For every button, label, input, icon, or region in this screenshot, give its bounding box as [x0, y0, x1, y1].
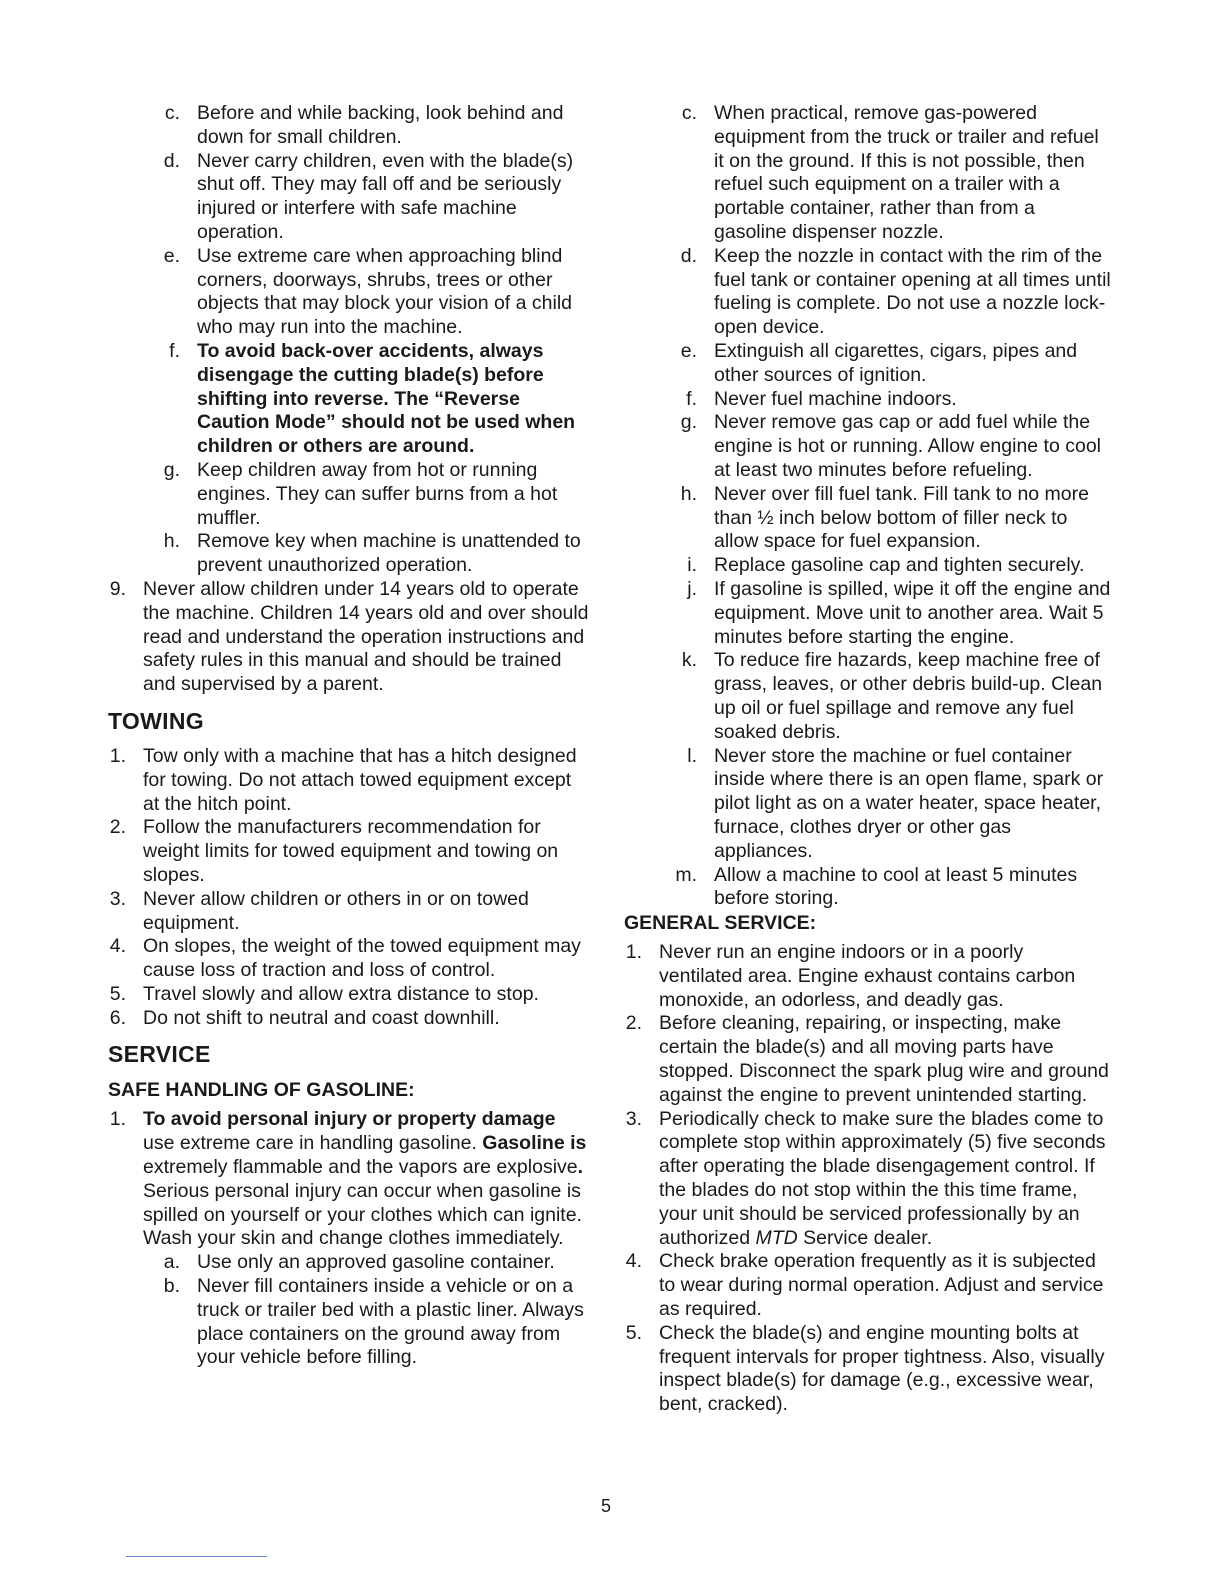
list-text: Check the blade(s) and engine mounting bolts at frequent intervals for proper tightness. Also, visually inspect blade(s) for damage (e.g., excessive wear, bent, cracked). — [659, 1321, 1105, 1416]
list-marker: c. — [164, 102, 180, 124]
list-text: Do not shift to neutral and coast downhill. — [143, 1006, 500, 1029]
list-text: Remove key when machine is unattended to prevent unauthorized operation. — [197, 530, 581, 577]
list-item — [622, 649, 1112, 744]
list-item — [106, 816, 590, 887]
list-item — [622, 745, 1112, 864]
list-marker: 2. — [109, 816, 126, 839]
list-marker: 1. — [109, 744, 126, 767]
list-text: Keep children away from hot or running engines. They can suffer burns from a hot muffler. — [197, 458, 558, 529]
list-item — [106, 102, 590, 150]
list-text — [659, 1108, 1112, 1251]
list-marker: 1. — [625, 941, 642, 964]
list-marker: 4. — [109, 935, 126, 958]
section-heading-towing: TOWING — [108, 707, 204, 734]
list-marker: h. — [680, 482, 697, 505]
subheading-general-service: GENERAL SERVICE: — [624, 912, 817, 935]
list-item — [106, 935, 590, 983]
list-text: Before cleaning, repairing, or inspecting, make certain the blade(s) and all moving parts have stopped. Disconnect the spark plug wire and ground against the engine to prevent unintended starting. — [659, 1012, 1109, 1106]
list-text: To reduce fire hazards, keep machine free of grass, leaves, or other debris build-up. Clean up oil or fuel spillage and remove any fuel soaked debris. — [714, 649, 1103, 743]
list-text: Never fuel machine indoors. — [714, 387, 957, 410]
list-text: Travel slowly and allow extra distance to stop. — [143, 982, 539, 1005]
list-text: Use extreme care when approaching blind corners, doorways, shrubs, trees or other objects that may block your vision of a child who may run into the machine. — [197, 244, 573, 339]
list-text: Check brake operation frequently as it is subjected to wear during normal operation. Adjust and service as required. — [659, 1250, 1104, 1321]
list-item — [106, 1108, 590, 1251]
list-item — [622, 411, 1112, 482]
body-text: Serious personal injury can occur when gasoline is spilled on yourself or your clothes which can ignite. Wash your skin and change clothes immediately. — [143, 1179, 582, 1250]
list-item — [622, 388, 1112, 412]
list-marker: 3. — [109, 887, 126, 910]
list-item — [622, 1250, 1112, 1321]
list-item — [106, 1007, 590, 1031]
list-item — [622, 483, 1112, 554]
list-text: Never allow children or others in or on towed equipment. — [143, 887, 529, 934]
subheading-safe-handling: SAFE HANDLING OF GASOLINE: — [108, 1079, 415, 1102]
body-text: extremely flammable and the vapors are explosive — [143, 1156, 578, 1179]
list-text: Keep the nozzle in contact with the rim of the fuel tank or container opening at all times until fueling is complete. Do not use a nozzle lock-open device. — [714, 244, 1111, 339]
list-marker: j. — [687, 577, 697, 600]
list-marker: d. — [163, 149, 180, 172]
list-marker: k. — [681, 649, 697, 672]
bold-text: To avoid personal injury or property damage — [143, 1108, 556, 1131]
list-text: Never run an engine indoors or in a poorly ventilated area. Engine exhaust contains carbon monoxide, an odorless, and deadly gas. — [659, 941, 1076, 1011]
list-text: If gasoline is spilled, wipe it off the engine and equipment. Move unit to another area. Wait 5 minutes before starting the engine. — [714, 577, 1111, 648]
list-text: Never carry children, even with the blade(s) shut off. They may fall off and be seriously injured or interfere with safe machine operation. — [197, 149, 574, 243]
list-marker: d. — [680, 244, 697, 267]
list-marker: l. — [687, 744, 697, 767]
list-marker: f. — [686, 387, 697, 410]
left-column — [106, 102, 590, 1370]
list-text: Never fill containers inside a vehicle or on a truck or trailer bed with a plastic liner. Always place containers on the ground away from your vehicle before filling. — [197, 1275, 584, 1369]
list-item — [622, 578, 1112, 649]
body-text: Periodically check to make sure the blades come to complete stop within approximately (5) five seconds after operating the blade disengagement control. If the blades do not stop within the this time frame, your unit should be serviced professionally by an authorized — [659, 1107, 1106, 1249]
list-item — [622, 1322, 1112, 1417]
list-text-bold: To avoid back-over accidents, always disengage the cutting blade(s) before shifting into reverse. The “Reverse Caution Mode” should not be used when children or others are around. — [197, 339, 576, 458]
page-number: 5 — [600, 1496, 611, 1516]
list-text: When practical, remove gas-powered equipment from the truck or trailer and refuel it on the ground. If this is not possible, then refuel such equipment on a trailer with a portable container, rather than from a gasoline dispenser nozzle. — [714, 102, 1099, 243]
list-item — [106, 1251, 590, 1275]
list-text: Before and while backing, look behind and down for small children. — [197, 102, 564, 148]
body-text: Service dealer. — [797, 1226, 933, 1249]
list-text: Use only an approved gasoline container. — [197, 1251, 555, 1274]
bold-text: Gasoline is — [482, 1132, 587, 1155]
list-item — [106, 150, 590, 245]
section-heading-service: SERVICE — [108, 1041, 211, 1068]
list-marker: g. — [680, 411, 697, 434]
list-item — [106, 983, 590, 1007]
list-marker: g. — [163, 458, 180, 481]
list-text: Never store the machine or fuel container inside where there is an open flame, spark or pilot light as on a water heater, space heater, furnace, clothes dryer or other gas appliances. — [714, 744, 1104, 862]
list-item — [622, 941, 1112, 1012]
list-item — [106, 578, 590, 697]
right-column — [622, 102, 1112, 1417]
list-marker: 6. — [109, 1006, 126, 1029]
list-marker: a. — [163, 1251, 180, 1274]
list-item — [622, 102, 1112, 245]
list-item — [106, 459, 590, 530]
list-marker: 5. — [625, 1321, 642, 1344]
list-text: Replace gasoline cap and tighten securely. — [714, 554, 1085, 577]
list-item — [106, 745, 590, 816]
list-item — [622, 1108, 1112, 1251]
list-text: Follow the manufacturers recommendation for weight limits for towed equipment and towing on slopes. — [143, 816, 559, 886]
list-item — [106, 530, 590, 578]
list-marker: e. — [163, 244, 180, 267]
list-text: Never allow children under 14 years old to operate the machine. Children 14 years old and over should read and understand the operation instructions and safety rules in this manual and should be trained and supervised by a parent. — [143, 577, 589, 696]
list-text: On slopes, the weight of the towed equipment may cause loss of traction and loss of control. — [143, 935, 581, 982]
footer-divider — [126, 1556, 267, 1557]
list-text: Never remove gas cap or add fuel while the engine is hot or running. Allow engine to cool at least two minutes before refueling. — [714, 411, 1102, 481]
list-item — [622, 245, 1112, 340]
list-marker: 3. — [625, 1107, 642, 1130]
brand-name: MTD — [755, 1226, 798, 1249]
list-text: Allow a machine to cool at least 5 minutes before storing. — [714, 863, 1078, 910]
list-item — [622, 864, 1112, 912]
list-item-warning — [106, 340, 590, 459]
list-marker: 4. — [625, 1250, 642, 1273]
list-text — [143, 1108, 590, 1251]
list-marker: 1. — [109, 1108, 126, 1131]
list-item — [622, 554, 1112, 578]
list-marker: m. — [675, 863, 697, 886]
list-marker: f. — [169, 339, 180, 362]
list-item — [106, 245, 590, 340]
list-text: Never over fill fuel tank. Fill tank to no more than ½ inch below bottom of filler neck to allow space for fuel expansion. — [714, 482, 1089, 553]
bold-text: . — [577, 1156, 584, 1179]
list-marker: 2. — [625, 1012, 642, 1035]
list-marker: h. — [163, 530, 180, 553]
list-marker: 5. — [109, 982, 126, 1005]
list-item — [106, 888, 590, 936]
list-text: Extinguish all cigarettes, cigars, pipes and other sources of ignition. — [714, 339, 1078, 386]
list-item — [106, 1275, 590, 1370]
list-marker: b. — [163, 1275, 180, 1298]
list-item — [622, 1012, 1112, 1107]
list-marker: i. — [687, 554, 697, 577]
body-text: use extreme care in handling gasoline. — [143, 1132, 483, 1155]
list-item — [622, 340, 1112, 388]
list-marker: e. — [680, 339, 697, 362]
list-marker: 9. — [109, 577, 126, 600]
list-text: Tow only with a machine that has a hitch designed for towing. Do not attach towed equipment except at the hitch point. — [143, 744, 577, 815]
list-marker: c. — [681, 102, 697, 124]
